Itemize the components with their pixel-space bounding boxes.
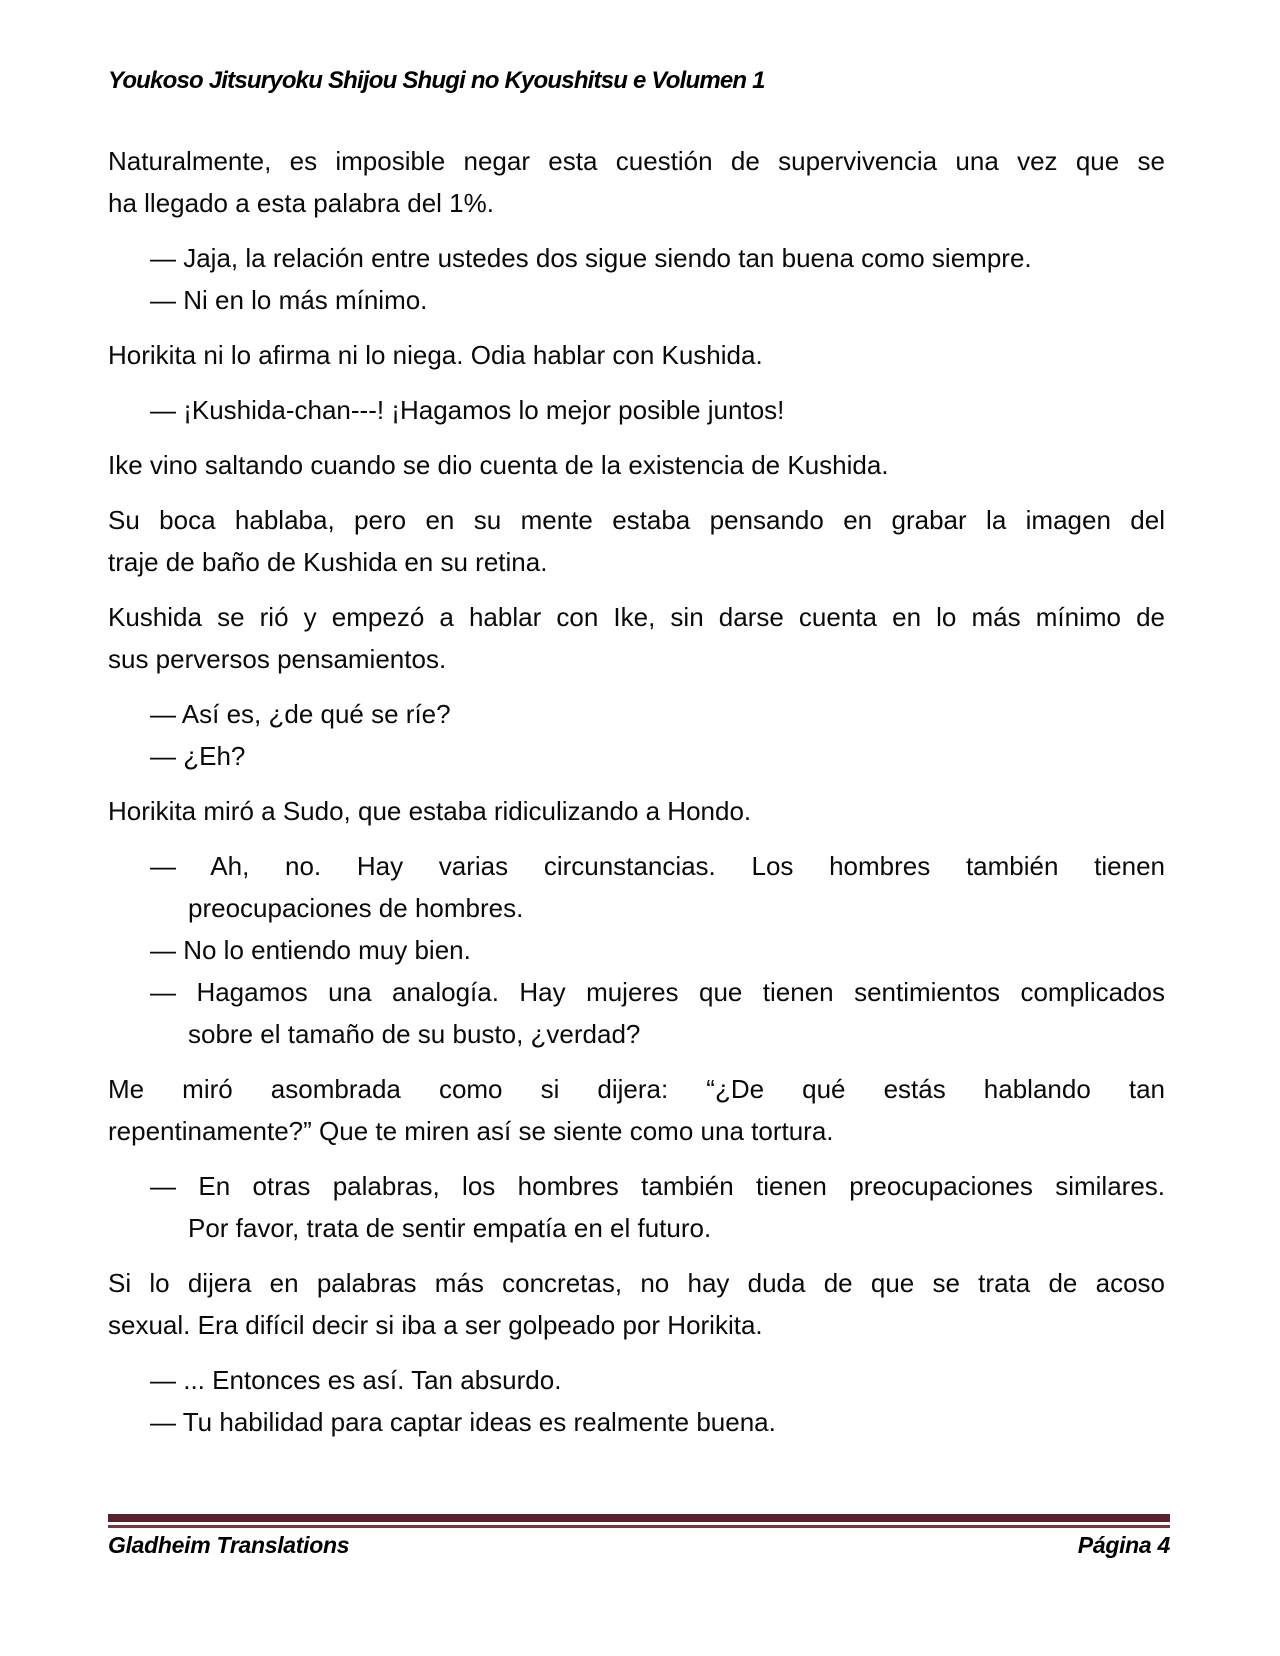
paragraph-line: Si lo dijera en palabras más concretas, no hay duda de que se trata de acoso xyxy=(108,1268,1165,1298)
paragraph-line: Naturalmente, es imposible negar esta cuestión de supervivencia una vez que se xyxy=(108,146,1165,176)
paragraph-line: Me miró asombrada como si dijera: “¿De qué estás hablando tan xyxy=(108,1074,1165,1104)
dialogue-line: — Así es, ¿de qué se ríe? xyxy=(150,699,451,729)
paragraph xyxy=(108,596,1165,680)
header-title: Youkoso Jitsuryoku Shijou Shugi no Kyoushitsu e Volumen 1 xyxy=(108,67,765,94)
document-body xyxy=(108,140,1165,1443)
footer-row xyxy=(108,1532,1170,1559)
paragraph-line: sexual. Era difícil decir si iba a ser golpeado por Horikita. xyxy=(108,1310,763,1340)
dialogue-line: preocupaciones de hombres. xyxy=(188,893,524,923)
dialogue-group xyxy=(108,1165,1165,1249)
dialogue-line: — ... Entonces es así. Tan absurdo. xyxy=(150,1365,562,1395)
paragraph-line: Horikita miró a Sudo, que estaba ridiculizando a Hondo. xyxy=(108,796,752,826)
dialogue-line: — No lo entiendo muy bien. xyxy=(150,935,471,965)
dialogue-line: — Tu habilidad para captar ideas es realmente buena. xyxy=(150,1407,776,1437)
footer-page-number: Página 4 xyxy=(1077,1532,1170,1558)
paragraph-line: Horikita ni lo afirma ni lo niega. Odia hablar con Kushida. xyxy=(108,340,763,370)
paragraph-line: sus perversos pensamientos. xyxy=(108,644,447,674)
dialogue-line: Por favor, trata de sentir empatía en el futuro. xyxy=(188,1213,712,1243)
paragraph xyxy=(108,790,1165,832)
dialogue-line: — Ni en lo más mínimo. xyxy=(150,285,428,315)
dialogue-group xyxy=(108,237,1165,321)
paragraph-line: Ike vino saltando cuando se dio cuenta de la existencia de Kushida. xyxy=(108,450,889,480)
paragraph xyxy=(108,334,1165,376)
dialogue-group xyxy=(108,845,1165,1055)
paragraph-line: repentinamente?” Que te miren así se siente como una tortura. xyxy=(108,1116,834,1146)
dialogue-line: — Ah, no. Hay varias circunstancias. Los hombres también tienen xyxy=(150,851,1165,881)
dialogue-line: sobre el tamaño de su busto, ¿verdad? xyxy=(188,1019,641,1049)
paragraph-line: Kushida se rió y empezó a hablar con Ike, sin darse cuenta en lo más mínimo de xyxy=(108,602,1165,632)
paragraph xyxy=(108,499,1165,583)
dialogue-line: — Hagamos una analogía. Hay mujeres que tienen sentimientos complicados xyxy=(150,977,1165,1007)
footer-translator-name: Gladheim Translations xyxy=(108,1532,350,1558)
dialogue-group xyxy=(108,693,1165,777)
paragraph xyxy=(108,1068,1165,1152)
dialogue-line: — ¿Eh? xyxy=(150,741,246,771)
paragraph xyxy=(108,444,1165,486)
page-header xyxy=(108,66,1165,96)
paragraph-line: Su boca hablaba, pero en su mente estaba pensando en grabar la imagen del xyxy=(108,505,1165,535)
dialogue-line: — En otras palabras, los hombres también tienen preocupaciones similares. xyxy=(150,1171,1165,1201)
paragraph xyxy=(108,1262,1165,1346)
dialogue-line: — Jaja, la relación entre ustedes dos sigue siendo tan buena como siempre. xyxy=(150,243,1032,273)
paragraph-line: traje de baño de Kushida en su retina. xyxy=(108,547,548,577)
paragraph xyxy=(108,140,1165,224)
dialogue-group xyxy=(108,389,1165,431)
paragraph-line: ha llegado a esta palabra del 1%. xyxy=(108,188,494,218)
dialogue-group xyxy=(108,1359,1165,1443)
footer-rule xyxy=(108,1514,1170,1528)
dialogue-line: — ¡Kushida-chan---! ¡Hagamos lo mejor posible juntos! xyxy=(150,395,785,425)
page-footer xyxy=(108,1514,1170,1559)
